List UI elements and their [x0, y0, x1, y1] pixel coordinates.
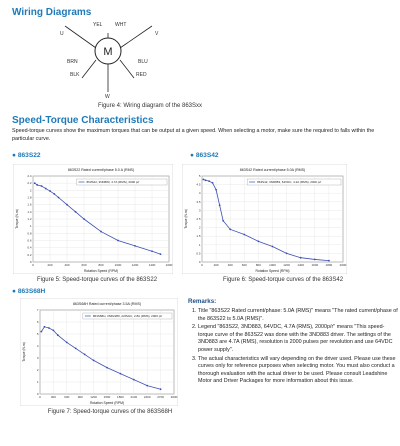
- chart-863s68h: [20, 298, 178, 406]
- data-point: [272, 246, 274, 248]
- legend-label: 863S22, 3ND883, 4.7A (RMS), 2000 p/r: [86, 180, 140, 185]
- chart-863s22: [13, 164, 173, 274]
- x-tick-label: 2700: [157, 395, 164, 399]
- x-tick-label: 400: [64, 263, 70, 267]
- x-tick-label: 0: [39, 395, 41, 399]
- chart-863s42: [182, 164, 347, 274]
- x-tick-label: 2400: [143, 395, 151, 399]
- data-point: [41, 185, 43, 187]
- data-point: [215, 189, 217, 191]
- figure-4-caption: Figure 4: Wiring diagram of the 863Sxx: [97, 103, 203, 109]
- y-tick-label: 1: [198, 242, 201, 247]
- data-point: [146, 385, 148, 387]
- y-tick-label: 2.2: [27, 181, 32, 186]
- figure-6-caption: Figure 6: Speed-torque curves of the 863S42: [222, 277, 344, 283]
- x-tick-label: 300: [50, 395, 56, 399]
- data-point: [34, 182, 36, 184]
- remark-item: 2. Legend "863S22, 3ND883, 64VDC, 4.7A (RMS), 2000p/r" means "This speed-torque curve of the 863S22 was done with the 3ND883 driver. The settings of the 3ND883 are 4.7A (RMS), resolution is 2000 pulses per revolution and use 64VDC power supply".: [198, 324, 398, 354]
- data-point: [208, 180, 210, 182]
- x-tick-label: 800: [255, 263, 261, 267]
- y-tick-label: 2: [36, 368, 39, 372]
- speed-torque-heading: Speed-Torque Characteristics: [12, 115, 154, 126]
- y-tick-label: 1.2: [27, 217, 32, 221]
- y-tick-label: 3.5: [196, 199, 201, 204]
- data-point: [212, 182, 214, 184]
- label-red: RED: [136, 72, 147, 78]
- data-point: [134, 245, 136, 247]
- x-tick-label: 3000: [170, 395, 178, 399]
- y-tick-label: 2.5: [196, 217, 201, 221]
- data-point: [75, 348, 77, 350]
- data-point: [243, 234, 245, 236]
- y-tick-label: 1: [29, 224, 32, 229]
- data-point: [133, 379, 135, 381]
- data-point: [258, 240, 260, 242]
- data-point: [300, 257, 302, 259]
- data-point: [93, 360, 95, 362]
- x-tick-label: 1200: [131, 263, 139, 267]
- y-tick-label: 2: [198, 225, 201, 230]
- remarks-list: [188, 308, 398, 387]
- x-tick-label: 0: [32, 263, 34, 267]
- wiring-heading: Wiring Diagrams: [12, 7, 92, 18]
- chart-title: 863S22 Rated current/phase 5.0 A (RMS): [67, 168, 135, 172]
- data-point: [106, 367, 108, 369]
- label-brn: BRN: [67, 59, 78, 65]
- label-u: U: [60, 31, 64, 37]
- remark-item: 3. The actual characteristics will vary depending on the driver used. Please use these curves only for reference purposes when selecting motor. You must also conduct a thorough evaluation with the actual driver to be used. Please consult Leadshine Motor and Driver Packages for more information about this issue.: [198, 356, 398, 386]
- chart-title: 863S68H Rated current/phase 3.5A (RMS): [72, 302, 142, 306]
- data-point: [314, 259, 316, 261]
- x-tick-label: 2100: [130, 395, 138, 399]
- figure-7-caption: Figure 7: Speed-torque curves of the 863S68H: [47, 409, 173, 415]
- chart-label-863s42: ● 863S42: [190, 152, 219, 159]
- data-point: [84, 354, 86, 356]
- data-point: [53, 193, 55, 195]
- x-tick-label: 600: [241, 263, 247, 267]
- x-tick-label: 1500: [103, 395, 111, 399]
- y-tick-label: 0: [36, 392, 39, 396]
- x-tick-label: 0: [201, 263, 203, 267]
- data-point: [160, 388, 162, 390]
- y-tick-label: 0.5: [196, 251, 201, 256]
- data-point: [203, 179, 205, 181]
- chart-label-863s22: ● 863S22: [12, 152, 41, 159]
- data-point: [75, 211, 77, 213]
- y-tick-label: 1.5: [196, 234, 201, 239]
- x-tick-label: 200: [213, 263, 219, 267]
- data-point: [66, 204, 68, 206]
- y-tick-label: 0.8: [27, 231, 32, 236]
- chart-label-863s68h: ● 863S68H: [12, 288, 46, 295]
- y-tick-label: 7: [36, 308, 39, 312]
- x-tick-label: 1600: [165, 263, 173, 267]
- data-point: [36, 184, 38, 186]
- y-tick-label: 0.4: [27, 245, 32, 250]
- label-w: W: [105, 94, 110, 100]
- y-tick-label: 0: [198, 260, 201, 264]
- data-point: [219, 204, 221, 206]
- data-point: [49, 190, 51, 192]
- x-tick-label: 400: [227, 263, 233, 267]
- data-point: [45, 188, 47, 190]
- y-axis-label: Torque (N.m): [22, 342, 26, 362]
- data-point: [328, 260, 330, 262]
- label-blk: BLK: [70, 72, 80, 78]
- y-tick-label: 1.6: [27, 202, 32, 207]
- chart-label-text: 863S22: [17, 152, 41, 159]
- data-point: [222, 220, 224, 222]
- y-tick-label: 0.2: [27, 252, 32, 257]
- data-point: [57, 334, 59, 336]
- wiring-diagram: [60, 18, 160, 100]
- data-point: [160, 253, 162, 255]
- data-point: [44, 326, 46, 328]
- data-point: [40, 331, 42, 333]
- x-tick-label: 600: [81, 263, 87, 267]
- data-point: [83, 218, 85, 220]
- y-axis-label: Torque (N.m): [184, 209, 188, 229]
- x-tick-label: 1000: [114, 263, 122, 267]
- data-point: [66, 342, 68, 344]
- data-point: [286, 253, 288, 255]
- y-tick-label: 2: [29, 188, 32, 193]
- data-point: [117, 240, 119, 242]
- x-axis-label: Rotation Speed (RPM): [255, 269, 290, 273]
- x-tick-label: 900: [77, 395, 83, 399]
- y-axis-label: Torque (N.m): [15, 209, 19, 229]
- y-tick-label: 5: [198, 174, 201, 178]
- y-tick-label: 0.6: [27, 238, 32, 243]
- x-tick-label: 1400: [297, 263, 305, 267]
- y-tick-label: 4: [198, 191, 201, 196]
- x-axis-label: Rotation Speed (RPM): [83, 269, 119, 273]
- chart-title: 863S42 Rated current/phase 5.0A (RMS): [239, 168, 306, 172]
- x-tick-label: 1800: [325, 263, 333, 267]
- x-tick-label: 1600: [311, 263, 319, 267]
- y-tick-label: 1.8: [27, 195, 32, 200]
- legend-label: 863S42, 3ND883, 64VDC, 4.2A (RMS), 2000 p/r: [257, 180, 322, 185]
- x-tick-label: 1200: [283, 263, 290, 267]
- y-tick-label: 3: [36, 356, 39, 360]
- data-point: [48, 327, 50, 329]
- data-point: [58, 197, 60, 199]
- label-v: V: [155, 31, 159, 37]
- label-wht: WHT: [115, 22, 127, 28]
- x-tick-label: 1800: [117, 395, 124, 399]
- data-point: [100, 231, 102, 233]
- y-tick-label: 1: [36, 380, 39, 384]
- figure-5-caption: Figure 5: Speed-torque curves of the 863S22: [36, 277, 158, 283]
- y-tick-label: 5: [36, 332, 39, 336]
- x-tick-label: 1000: [269, 263, 276, 267]
- y-tick-label: 6: [36, 320, 39, 324]
- y-tick-label: 4: [36, 344, 39, 348]
- label-yel: YEL: [93, 22, 103, 28]
- motor-label: M: [103, 46, 113, 58]
- remarks-title: Remarks:: [188, 298, 217, 305]
- x-tick-label: 200: [47, 263, 53, 267]
- legend-label: 863S68H, 3ND2280, 220VAC, 2.8A (RMS), 2000 p/r: [92, 314, 163, 319]
- x-tick-label: 600: [64, 395, 70, 399]
- remark-item: 1. Title "863S22 Rated current/phase: 5.0A (RMS)" means "The rated current/phase of the 863S22 is 5.0A (RMS)".: [198, 308, 398, 323]
- data-point: [53, 330, 55, 332]
- x-tick-label: 2000: [339, 263, 347, 267]
- speed-torque-intro: Speed-torque curves show the maximum torques that can be output at a given speed. When selecting a motor, make sure the required to falls within the particular curve.: [12, 128, 375, 142]
- data-point: [205, 179, 207, 181]
- label-blu: BLU: [138, 59, 148, 65]
- y-tick-label: 3: [198, 208, 201, 213]
- chart-label-text: 863S42: [195, 152, 219, 159]
- data-point: [120, 373, 122, 375]
- y-tick-label: 2.4: [27, 174, 32, 178]
- y-tick-label: 0: [29, 260, 32, 264]
- x-tick-label: 1200: [90, 395, 97, 399]
- y-tick-label: 1.4: [27, 209, 32, 214]
- x-tick-label: 1400: [148, 263, 156, 267]
- data-point: [229, 228, 231, 230]
- chart-label-text: 863S68H: [17, 288, 46, 295]
- data-point: [151, 250, 153, 252]
- x-axis-label: Rotation Speed (RPM): [89, 401, 125, 405]
- x-tick-label: 800: [98, 263, 104, 267]
- y-tick-label: 4.5: [196, 182, 201, 187]
